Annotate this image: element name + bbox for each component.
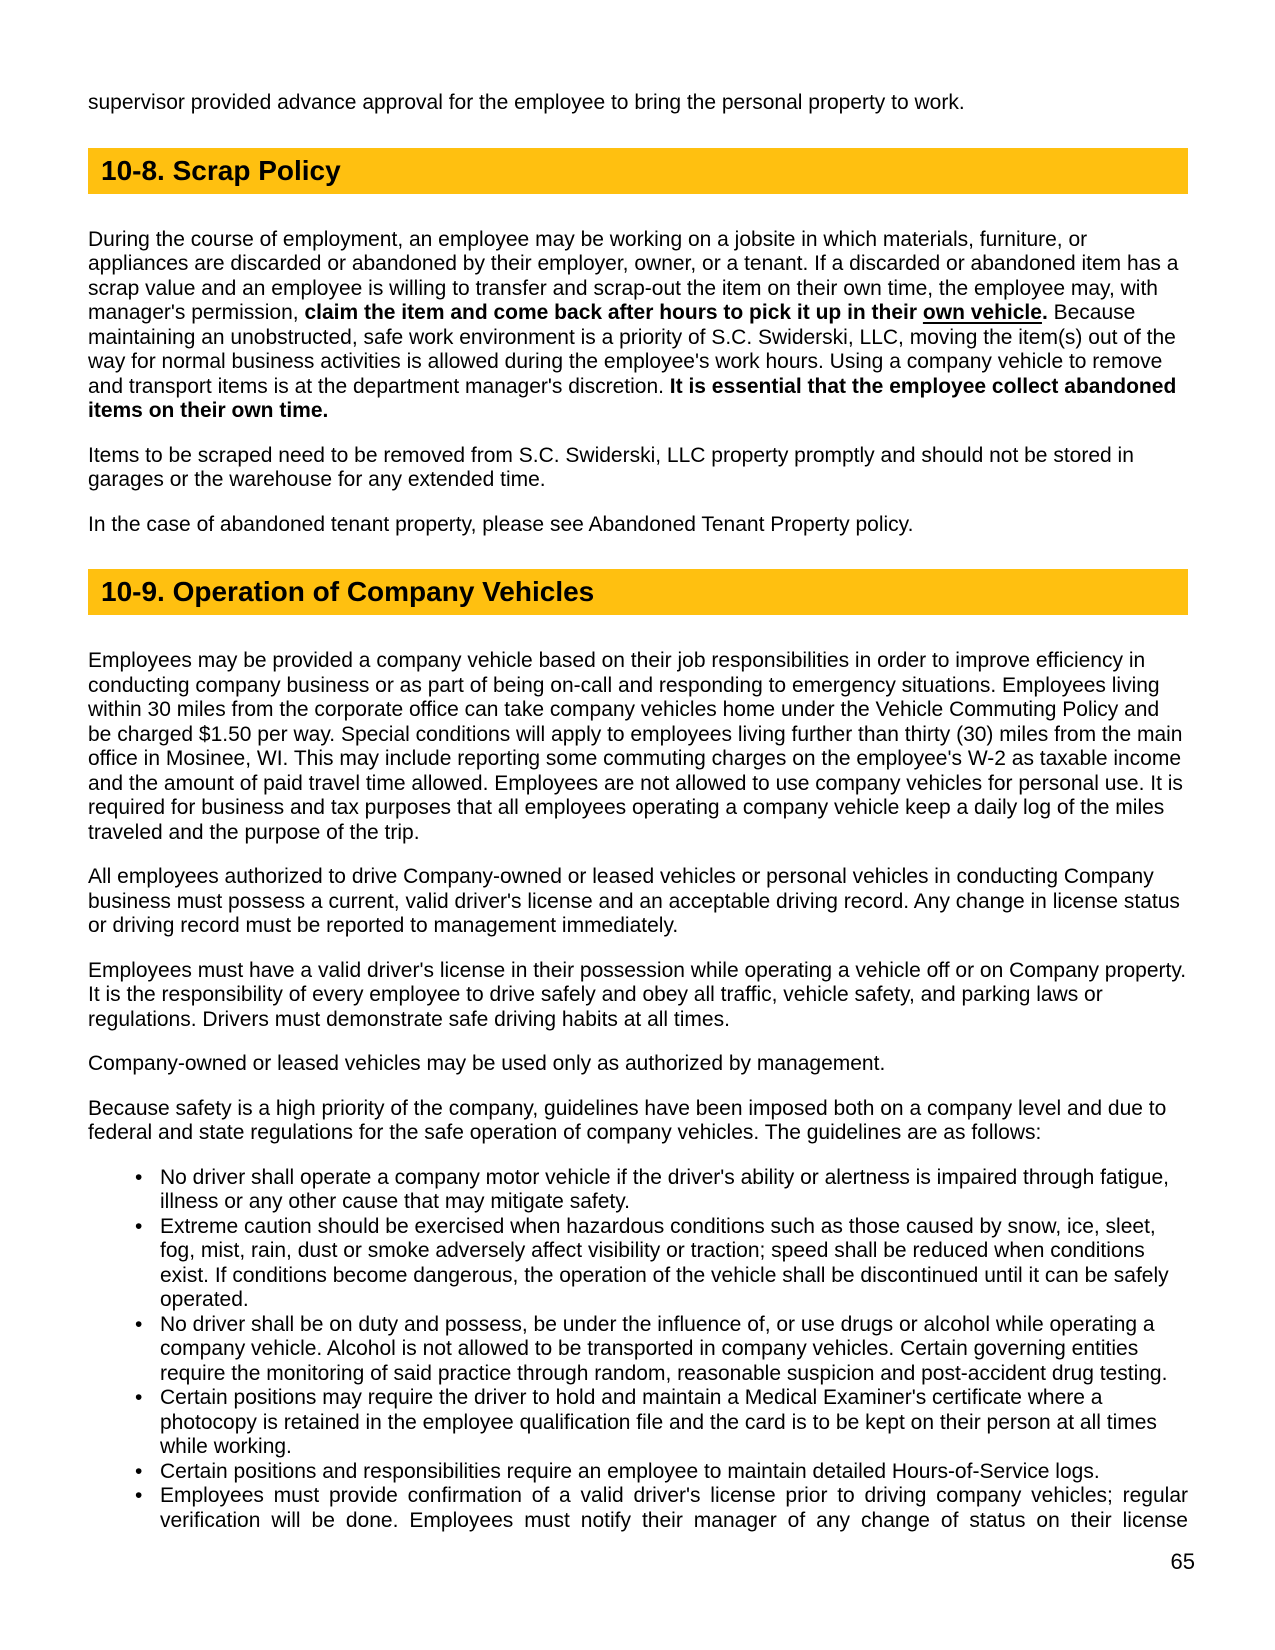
bullet-item-hazardous-conditions: • Extreme caution should be exercised when hazardous conditions such as those caused by snow, ice, sleet, fog, mist, rain, dust or smoke adversely affect visibility or traction; speed shall be reduced when conditions exist. If conditions become dangerous, the operation of the vehicle shall be discontinued until it can be safely operated. xyxy=(160,1215,1188,1313)
scrap-items-removal-paragraph: Items to be scraped need to be removed from S.C. Swiderski, LLC property promptly and should not be stored in garages or the warehouse for any extended time. xyxy=(88,443,1134,491)
continuation-paragraph: supervisor provided advance approval for the employee to bring the personal property to work. xyxy=(88,91,965,114)
driver-license-requirement-paragraph: All employees authorized to drive Company-owned or leased vehicles or personal vehicles in conducting Company business must possess a current, valid driver's license and an acceptable driving record. Any change in license status or driving record must be reported to management immediately. xyxy=(88,865,1180,937)
page-content xyxy=(88,91,1188,1553)
scrap-policy-paragraph xyxy=(88,228,1188,424)
scrap-policy-lead-text: During the course of employment, an employee may be working on a jobsite in which materials, furniture, or appliances are discarded or abandoned by their employer, owner, or a tenant. If a discarded or abandoned item has a scrap value and an employee is willing to transfer and scrap-out the item on their own time, the employee may, with manager's permission, xyxy=(88,227,1179,324)
scrap-policy-bold-claim-text: claim the item and come back after hours to pick it up in their xyxy=(304,301,923,324)
scrap-policy-underlined-text: own vehicle xyxy=(922,301,1042,324)
section-heading-scrap-policy: 10-8. Scrap Policy xyxy=(88,148,1188,194)
license-possession-paragraph: Employees must have a valid driver's license in their possession while operating a vehicle off or on Company property. It is the responsibility of every employee to drive safely and obey all traffic, vehicle safety, and parking laws or regulations. Drivers must demonstrate safe driving habits at all times. xyxy=(88,958,1187,1031)
bullet-item-drugs-alcohol: • No driver shall be on duty and possess, be under the influence of, or use drugs or alcohol while operating a company vehicle. Alcohol is not allowed to be transported in company vehicles. Certain governing entities require the monitoring of said practice through random, reasonable suspicion and post-accident drug testing. xyxy=(160,1313,1188,1387)
section-heading-operation-of-company-vehicles: 10-9. Operation of Company Vehicles xyxy=(88,569,1188,615)
bullet-item-license-confirmation: • Employees must provide confirmation of a valid driver's license prior to driving company vehicles; regular verification will be done. Employees must notify their manager of any change of status on their license xyxy=(160,1484,1188,1533)
abandoned-tenant-property-paragraph: In the case of abandoned tenant property, please see Abandoned Tenant Property policy. xyxy=(88,512,914,536)
bullet-item-impaired-driving: • No driver shall operate a company motor vehicle if the driver's ability or alertness is impaired through fatigue, illness or any other cause that may mitigate safety. xyxy=(160,1166,1188,1215)
bullet-item-hours-of-service-logs: • Certain positions and responsibilities require an employee to maintain detailed Hours-of-Service logs. xyxy=(160,1460,1188,1485)
safety-guidelines-intro-paragraph: Because safety is a high priority of the company, guidelines have been imposed both on a company level and due to federal and state regulations for the safe operation of company vehicles. The guidelines are as follows: xyxy=(88,1096,1167,1144)
page-number: 65 xyxy=(1170,1549,1195,1574)
authorized-use-paragraph: Company-owned or leased vehicles may be used only as authorized by management. xyxy=(88,1052,886,1075)
scrap-policy-middle-text: Because maintaining an unobstructed, safe work environment is a priority of S.C. Swiderski, LLC, moving the item(s) out of the way for normal business activities is allowed during the employee's work hours. Using a company vehicle to remove and transport items is at the department manager's discretion. xyxy=(88,301,1176,398)
scrap-policy-bold-essential-text: It is essential that the employee collect abandoned items on their own time. xyxy=(88,374,1177,422)
bullet-item-medical-examiner-certificate: • Certain positions may require the driver to hold and maintain a Medical Examiner's certificate where a photocopy is retained in the employee qualification file and the card is to be kept on their person at all times while working. xyxy=(160,1386,1188,1460)
safety-guidelines-bullet-list xyxy=(88,1166,1188,1534)
scrap-policy-bold-period: . xyxy=(1041,301,1054,324)
vehicle-provision-paragraph: Employees may be provided a company vehicle based on their job responsibilities in order to improve efficiency in conducting company business or as part of being on-call and responding to emergency situations. Employees living within 30 miles from the corporate office can take company vehicles home under the Vehicle Commuting Policy and be charged $1.50 per way. Special conditions will apply to employees living further than thirty (30) miles from the main office in Mosinee, WI. This may include reporting some commuting charges on the employee's W-2 as taxable income and the amount of paid travel time allowed. Employees are not allowed to use company vehicles for personal use. It is required for business and tax purposes that all employees operating a company vehicle keep a daily log of the miles traveled and the purpose of the trip. xyxy=(88,649,1183,844)
